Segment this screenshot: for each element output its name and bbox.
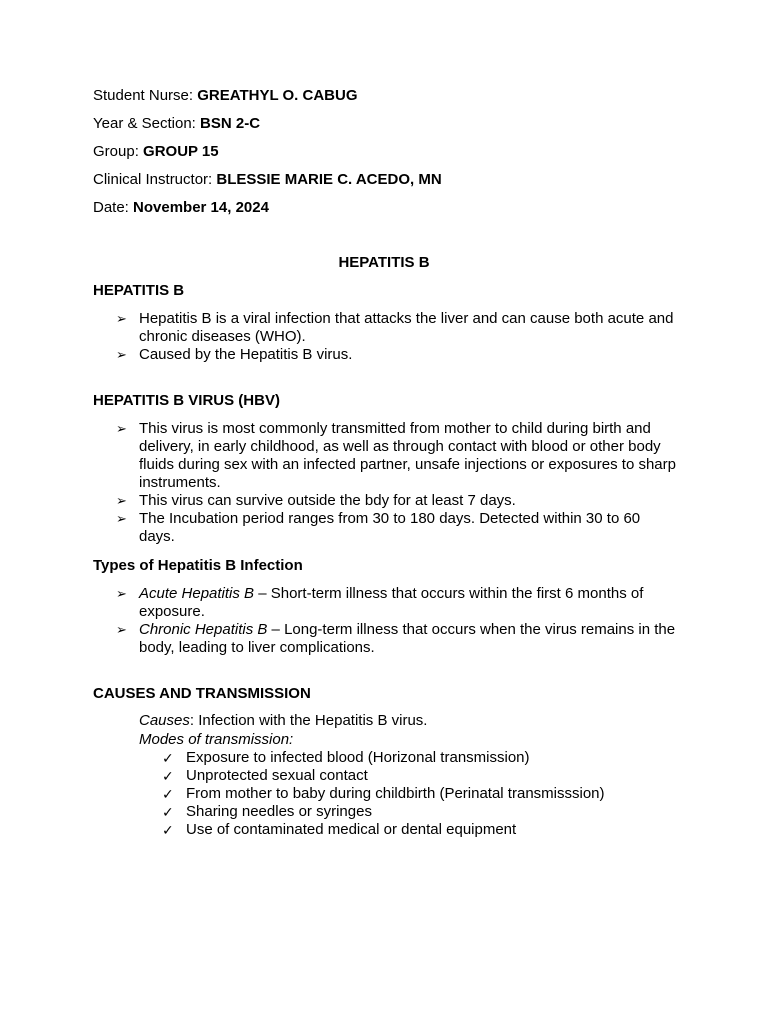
list-item-text: Caused by the Hepatitis B virus.	[139, 346, 353, 363]
hepatitis-b-bullet-list	[116, 310, 676, 364]
checkmark-icon: ✓	[162, 822, 174, 838]
types-bullet-list	[116, 585, 676, 657]
list-item	[116, 420, 676, 492]
section-heading-types: Types of Hepatitis B Infection	[93, 557, 303, 574]
list-item	[116, 310, 676, 346]
causes-label: Causes	[139, 712, 190, 729]
clinical-instructor-line	[93, 171, 442, 189]
arrowhead-bullet-icon: ➢	[116, 586, 127, 601]
student-nurse-line	[93, 87, 358, 105]
list-item-text: Hepatitis B is a viral infection that attacks the liver and can cause both acute and chronic diseases (WHO).	[139, 310, 674, 345]
list-item	[116, 585, 676, 621]
list-item-text: This virus is most commonly transmitted from mother to child during birth and delivery, in early childhood, as well as through contact with blood or other body fluids during sex with an infected partner, unsafe injections or exposures to sharp instruments.	[139, 420, 676, 491]
list-item	[162, 803, 605, 821]
list-item-text: – Short-term illness that occurs within the first 6 months of exposure.	[139, 585, 644, 620]
checkmark-icon: ✓	[162, 750, 174, 766]
list-item	[116, 510, 676, 546]
list-item-text: The Incubation period ranges from 30 to 180 days. Detected within 30 to 60 days.	[139, 510, 641, 545]
clinical-instructor-value: BLESSIE MARIE C. ACEDO, MN	[216, 171, 442, 188]
list-item	[162, 749, 605, 767]
hbv-bullet-list	[116, 420, 676, 546]
arrowhead-bullet-icon: ➢	[116, 421, 127, 436]
list-item-text: From mother to baby during childbirth (Perinatal transmisssion)	[186, 785, 605, 802]
year-section-value: BSN 2-C	[200, 115, 261, 132]
year-section-label: Year & Section:	[93, 115, 201, 132]
list-item	[116, 492, 676, 510]
modes-label	[139, 731, 293, 749]
causes-text: : Infection with the Hepatitis B virus.	[189, 712, 428, 729]
arrowhead-bullet-icon: ➢	[116, 311, 127, 326]
arrowhead-bullet-icon: ➢	[116, 511, 127, 526]
date-label: Date:	[93, 199, 134, 216]
modes-label-text: Modes of transmission:	[139, 731, 294, 748]
section-heading-hepatitis-b: HEPATITIS B	[93, 282, 185, 299]
section-heading-hbv: HEPATITIS B VIRUS (HBV)	[93, 392, 280, 409]
list-item	[162, 821, 605, 839]
arrowhead-bullet-icon: ➢	[116, 622, 127, 637]
date-value: November 14, 2024	[133, 199, 269, 216]
list-item-text: Use of contaminated medical or dental equipment	[186, 821, 517, 838]
list-item-text: Exposure to infected blood (Horizonal transmission)	[186, 749, 530, 766]
checkmark-icon: ✓	[162, 786, 174, 802]
date-line	[93, 199, 269, 217]
section-heading-causes: CAUSES AND TRANSMISSION	[93, 685, 311, 702]
list-item	[162, 767, 605, 785]
student-nurse-label: Student Nurse:	[93, 87, 198, 104]
list-item-term: Acute Hepatitis B	[139, 585, 255, 602]
group-label: Group:	[93, 143, 144, 160]
arrowhead-bullet-icon: ➢	[116, 493, 127, 508]
transmission-checklist	[162, 749, 605, 839]
list-item-text: – Long-term illness that occurs when the virus remains in the body, leading to liver complications.	[139, 621, 676, 656]
year-section-line	[93, 115, 260, 133]
student-nurse-value: GREATHYL O. CABUG	[197, 87, 358, 104]
checkmark-icon: ✓	[162, 768, 174, 784]
causes-line	[139, 712, 427, 730]
group-value: GROUP 15	[143, 143, 219, 160]
list-item-text: This virus can survive outside the bdy for at least 7 days.	[139, 492, 516, 509]
arrowhead-bullet-icon: ➢	[116, 347, 127, 362]
list-item-text: Unprotected sexual contact	[186, 767, 368, 784]
group-line	[93, 143, 219, 161]
list-item-term: Chronic Hepatitis B	[139, 621, 268, 638]
list-item	[116, 346, 676, 364]
list-item	[162, 785, 605, 803]
checkmark-icon: ✓	[162, 804, 174, 820]
list-item-text: Sharing needles or syringes	[186, 803, 372, 820]
list-item	[116, 621, 676, 657]
document-title: HEPATITIS B	[338, 254, 430, 271]
clinical-instructor-label: Clinical Instructor:	[93, 171, 217, 188]
